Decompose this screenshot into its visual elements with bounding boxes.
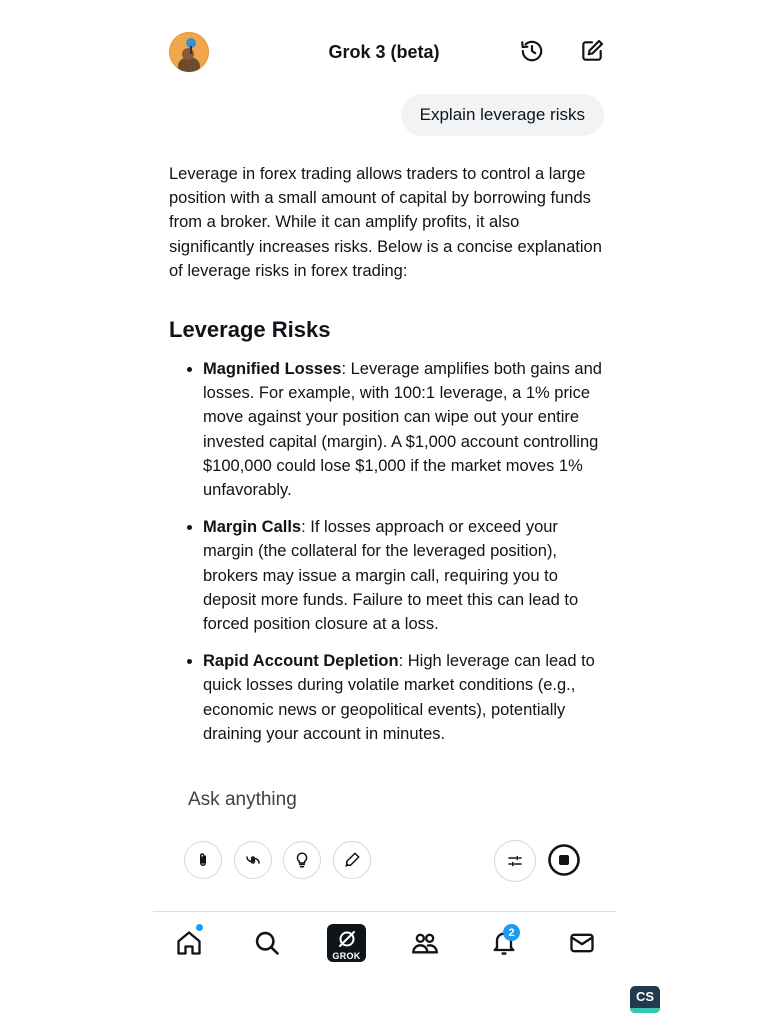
stop-button[interactable] <box>547 843 581 877</box>
risk-list <box>169 357 609 746</box>
think-button[interactable] <box>283 841 321 879</box>
bullet-term: Rapid Account Depletion <box>203 652 399 671</box>
grok-icon <box>335 927 359 951</box>
home-unread-dot <box>196 924 203 931</box>
watermark-label: CS <box>635 989 655 1004</box>
history-icon[interactable] <box>517 36 547 66</box>
bullet-term: Margin Calls <box>203 518 302 537</box>
user-message-text: Explain leverage risks <box>419 105 585 124</box>
messages-icon <box>568 929 596 957</box>
bullet-text: : Leverage amplifies both gains and losses. For example, with 100:1 leverage, a 1% price move against your position can wipe out your entire invested capital (margin). A $1,000 account controlling $100,000 could lose $1,000 if the market moves 1% unfavorably. <box>203 360 602 500</box>
list-item <box>203 357 609 502</box>
notifications-badge: 2 <box>503 924 520 941</box>
nav-divider <box>153 911 616 912</box>
search-icon <box>253 929 281 957</box>
home-icon <box>175 929 203 957</box>
communities-icon <box>411 929 439 957</box>
lightbulb-icon <box>293 851 311 869</box>
nav-search[interactable] <box>248 924 286 962</box>
stop-icon <box>547 843 581 877</box>
page-title: Grok 3 (beta) <box>328 42 440 62</box>
bullet-term: Magnified Losses <box>203 360 342 379</box>
user-message-bubble <box>401 94 604 136</box>
ask-input[interactable]: Ask anything <box>188 789 297 810</box>
attach-button[interactable] <box>184 841 222 879</box>
bullet-text: : If losses approach or exceed your margin (the collateral for the leveraged position), brokers may issue a margin call, requiring you to deposit more funds. Failure to meet this can lead to forced position closure at a loss. <box>203 518 579 634</box>
sliders-icon <box>506 852 524 870</box>
nav-messages[interactable] <box>563 924 601 962</box>
camscanner-watermark <box>630 986 660 1013</box>
pen-icon <box>343 851 361 869</box>
nav-communities[interactable] <box>406 924 444 962</box>
answer-heading: Leverage Risks <box>169 317 331 343</box>
settings-button[interactable] <box>494 840 536 882</box>
draw-button[interactable] <box>333 841 371 879</box>
deepsearch-button[interactable] <box>234 841 272 879</box>
deepsearch-icon <box>244 851 262 869</box>
paperclip-icon <box>194 851 212 869</box>
bullet-text: : High leverage can lead to quick losses during volatile market conditions (e.g., economic news or geopolitical events), potentially draining your account in minutes. <box>203 652 595 743</box>
grok-label: GROK <box>332 951 361 961</box>
assistant-answer <box>169 162 609 759</box>
new-chat-icon[interactable] <box>577 36 607 66</box>
list-item <box>203 649 609 746</box>
answer-intro: Leverage in forex trading allows traders to control a large position with a small amount of capital by borrowing funds from a broker. While it can amplify profits, it also significantly increases risks. Below is a concise explanation of leverage risks in forex trading: <box>169 165 602 280</box>
nav-home[interactable] <box>170 924 208 962</box>
list-item <box>203 515 609 636</box>
nav-grok[interactable] <box>327 924 366 962</box>
